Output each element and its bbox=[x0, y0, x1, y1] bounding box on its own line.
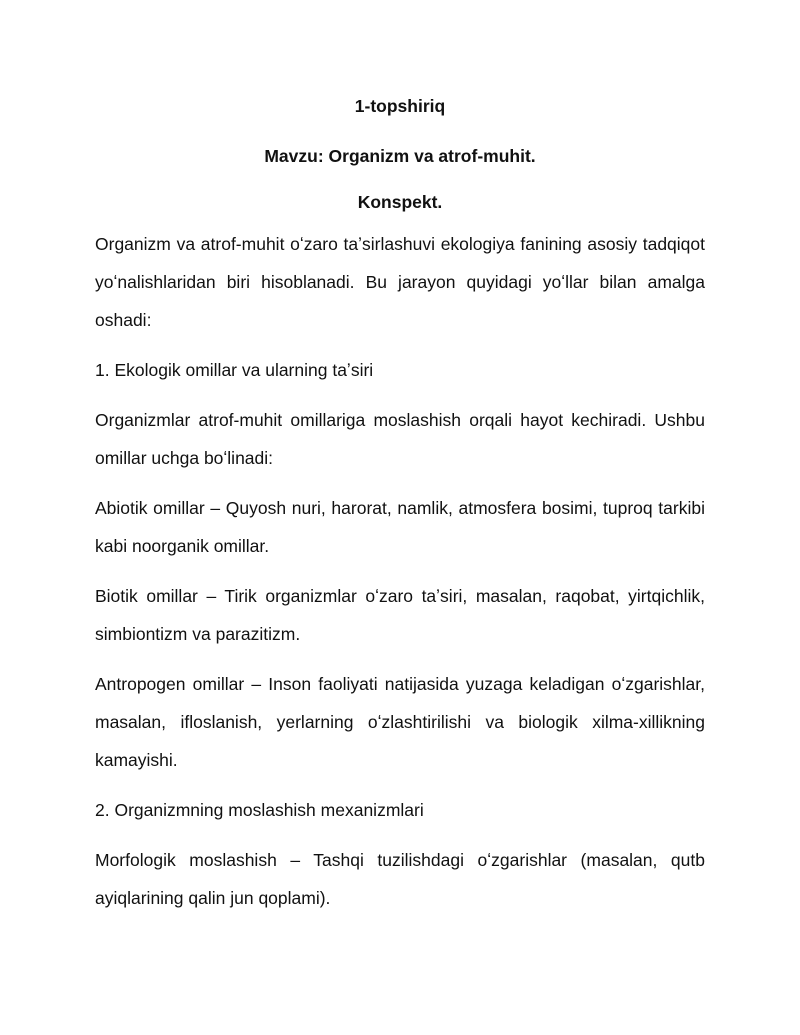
anthropogenic-factors-paragraph: Antropogen omillar – Inson faoliyati natijasida yuzaga keladigan oʻzgarishlar, masalan, ifloslanish, yerlarning oʻzlashtirilishi va biologik xilma-xillikning kamayishi. bbox=[95, 674, 705, 770]
morphological-adaptation-paragraph: Morfologik moslashish – Tashqi tuzilishdagi oʻzgarishlar (masalan, qutb ayiqlarining qalin jun qoplami). bbox=[95, 850, 705, 908]
factors-intro-paragraph: Organizmlar atrof-muhit omillariga moslashish orqali hayot kechiradi. Ushbu omillar uchga boʻlinadi: bbox=[95, 410, 705, 468]
topic-heading: Mavzu: Organizm va atrof-muhit. bbox=[264, 146, 536, 166]
section-1-title: 1. Ekologik omillar va ularning taʼsiri bbox=[95, 360, 374, 380]
intro-paragraph: Organizm va atrof-muhit oʻzaro taʼsirlashuvi ekologiya fanining asosiy tadqiqot yoʻnalishlaridan biri hisoblanadi. Bu jarayon quyidagi yoʻllar bilan amalga oshadi: bbox=[95, 234, 705, 330]
summary-heading: Konspekt. bbox=[357, 192, 443, 212]
biotic-factors-paragraph: Biotik omillar – Tirik organizmlar oʻzaro taʼsiri, masalan, raqobat, yirtqichlik, simbiontizm va parazitizm. bbox=[95, 586, 705, 644]
section-2-title: 2. Organizmning moslashish mexanizmlari bbox=[95, 800, 424, 820]
document-content bbox=[95, 95, 705, 929]
task-heading: 1-topshiriq bbox=[354, 96, 446, 116]
abiotic-factors-paragraph: Abiotik omillar – Quyosh nuri, harorat, namlik, atmosfera bosimi, tuproq tarkibi kabi noorganik omillar. bbox=[95, 498, 705, 556]
